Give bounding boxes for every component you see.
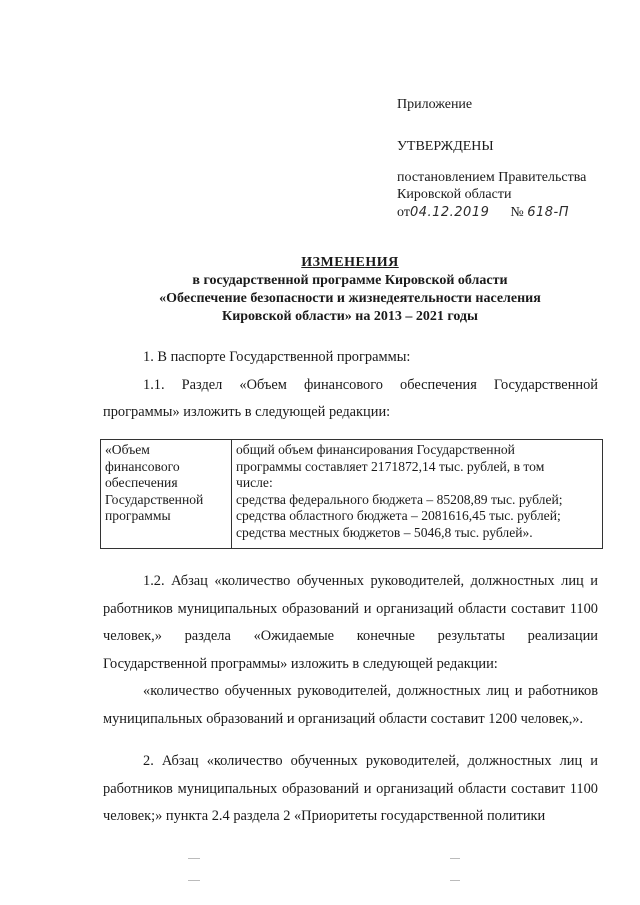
scan-artifact — [450, 858, 460, 859]
label-line: обеспечения — [105, 475, 178, 490]
appendix-label: Приложение — [397, 97, 473, 112]
label-line: «Объем — [105, 442, 150, 457]
table-value-cell — [232, 440, 603, 549]
paragraph-1-2: 1.2. Абзац «количество обученных руководителей, должностных лиц и работников муниципальных образований и организаций области составит 1100 человек,» раздела «Ожидаемые конечные результаты реализации Государственной программы» изложить в следующей редакции: — [103, 573, 598, 672]
value-line: средства местных бюджетов – 5046,8 тыс. рублей». — [236, 524, 533, 540]
table-label-cell — [101, 440, 232, 549]
title-line-3: «Обеспечение безопасности и жизнедеятельности населения — [159, 291, 541, 306]
label-line: Государственной — [105, 491, 204, 507]
scan-artifact — [188, 858, 200, 859]
value-line: числе: — [236, 475, 273, 490]
value-line: общий объем финансирования Государственной — [236, 442, 515, 457]
value-line: программы составляет 2171872,14 тыс. рублей, в том — [236, 458, 545, 474]
paragraph-1-2-quote: «количество обученных руководителей, должностных лиц и работников муниципальных образований и организаций области составит 1200 человек,». — [103, 683, 598, 727]
value-line: средства федерального бюджета – 85208,89 тыс. рублей; — [236, 491, 563, 507]
handwritten-date: 04.12.2019 — [409, 205, 490, 220]
paragraph-1-1: 1.1. Раздел «Объем финансового обеспечения Государственной программы» изложить в следующей редакции: — [103, 377, 598, 420]
value-line: средства областного бюджета – 2081616,45 тыс. рублей; — [236, 508, 561, 523]
label-line: программы — [105, 508, 171, 523]
date-number-line — [397, 204, 569, 221]
approved-label: УТВЕРЖДЕНЫ — [397, 139, 494, 154]
title-main: ИЗМЕНЕНИЯ — [301, 255, 399, 270]
resolution-line: постановлением Правительства — [397, 170, 587, 185]
date-prefix: от — [397, 205, 410, 220]
label-line: финансового — [105, 458, 180, 474]
financing-table — [100, 439, 603, 549]
handwritten-number: 618-П — [527, 205, 570, 220]
scan-artifact — [188, 880, 200, 881]
number-prefix: № — [510, 205, 524, 220]
paragraph-2: 2. Абзац «количество обученных руководителей, должностных лиц и работников муниципальных образований и организаций области составит 1100 человек;» пункта 2.4 раздела 2 «Приоритеты государственной политики — [103, 753, 598, 824]
document-title — [90, 254, 610, 326]
title-line-2: в государственной программе Кировской области — [192, 273, 508, 288]
paragraph-1: 1. В паспорте Государственной программы: — [143, 349, 411, 365]
region-line: Кировской области — [397, 187, 512, 202]
scan-artifact — [450, 880, 460, 881]
title-line-4: Кировской области» на 2013 – 2021 годы — [222, 309, 478, 324]
table-row — [101, 440, 603, 549]
